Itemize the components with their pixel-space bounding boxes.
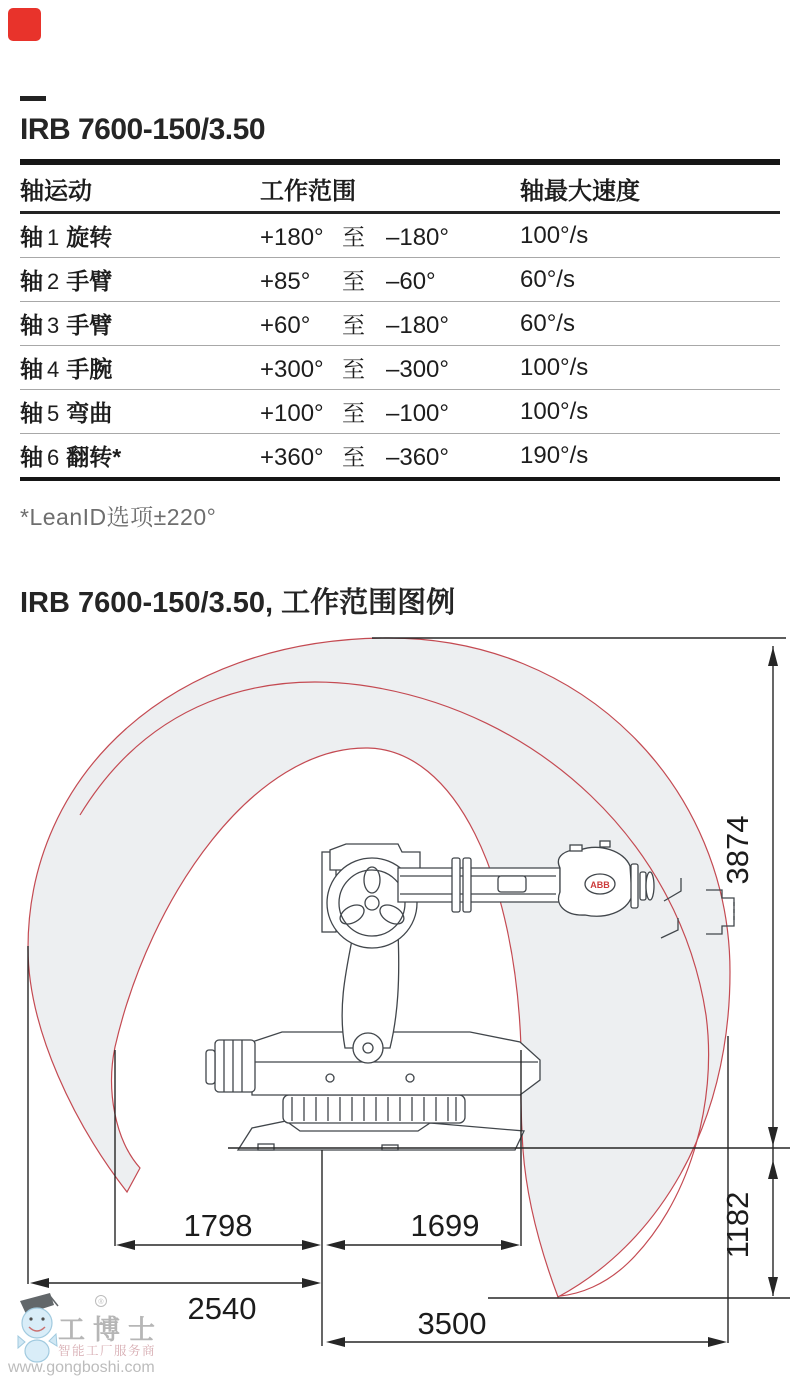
work-range-diagram bbox=[0, 600, 800, 1382]
working-range-value: +85° 至 –60° bbox=[260, 268, 436, 295]
working-range-value: +300° 至 –300° bbox=[260, 356, 449, 383]
working-range-value: +60° 至 –180° bbox=[260, 312, 449, 339]
axis-label: 轴 2 手臂 bbox=[20, 268, 113, 294]
max-speed-value: 100°/s bbox=[520, 397, 589, 425]
axis-label: 轴 3 手臂 bbox=[20, 312, 113, 338]
watermark bbox=[7, 1293, 163, 1376]
axis-label: 轴 4 手腕 bbox=[20, 356, 113, 382]
brand-red-square-icon bbox=[8, 8, 41, 41]
watermark-brand: 工博士 bbox=[58, 1315, 163, 1345]
dim-back-reach: 1798 bbox=[183, 1208, 253, 1243]
leanid-footnote: *LeanID选项±220° bbox=[20, 504, 217, 530]
table-header-row bbox=[20, 165, 780, 214]
dim-left-reach: 2540 bbox=[187, 1291, 257, 1326]
max-speed-value: 60°/s bbox=[520, 265, 575, 293]
working-range-value: +180° 至 –180° bbox=[260, 224, 449, 251]
registered-mark: ® bbox=[98, 1299, 104, 1306]
dim-max-reach: 3500 bbox=[417, 1306, 487, 1341]
watermark-url: www.gongboshi.com bbox=[8, 1359, 155, 1376]
axis-spec-table bbox=[20, 159, 780, 481]
axis-label: 轴 5 弯曲 bbox=[20, 400, 113, 426]
table-row bbox=[20, 389, 780, 433]
table-row bbox=[20, 301, 780, 345]
working-range-value: +100° 至 –100° bbox=[260, 400, 449, 427]
watermark-tagline: 智能工厂服务商 bbox=[58, 1344, 157, 1358]
axis-label: 轴 6 翻转* bbox=[20, 444, 122, 470]
max-speed-value: 190°/s bbox=[520, 441, 589, 469]
table-row bbox=[20, 257, 780, 301]
working-range-value: +360° 至 –360° bbox=[260, 444, 449, 471]
col-header-working-range: 工作范围 bbox=[260, 177, 356, 205]
table-row bbox=[20, 345, 780, 389]
dim-below-base: 1182 bbox=[720, 1191, 755, 1259]
abb-logo-label: ABB bbox=[590, 880, 610, 890]
col-header-max-speed: 轴最大速度 bbox=[520, 177, 640, 205]
figure-title: IRB 7600-150/3.50, 工作范围图例 bbox=[20, 587, 456, 619]
section-dash-rule bbox=[20, 96, 46, 101]
table-row bbox=[20, 433, 780, 477]
max-speed-value: 100°/s bbox=[520, 221, 589, 249]
mascot-logo-icon bbox=[18, 1293, 58, 1362]
max-speed-value: 100°/s bbox=[520, 353, 589, 381]
table-row bbox=[20, 214, 780, 257]
max-speed-value: 60°/s bbox=[520, 309, 575, 337]
page-title: IRB 7600-150/3.50 bbox=[20, 113, 266, 146]
dim-inner-reach: 1699 bbox=[410, 1208, 480, 1243]
dim-total-height: 3874 bbox=[720, 815, 755, 885]
axis-label: 轴 1 旋转 bbox=[20, 224, 113, 250]
col-header-axis-motion: 轴运动 bbox=[20, 177, 92, 205]
